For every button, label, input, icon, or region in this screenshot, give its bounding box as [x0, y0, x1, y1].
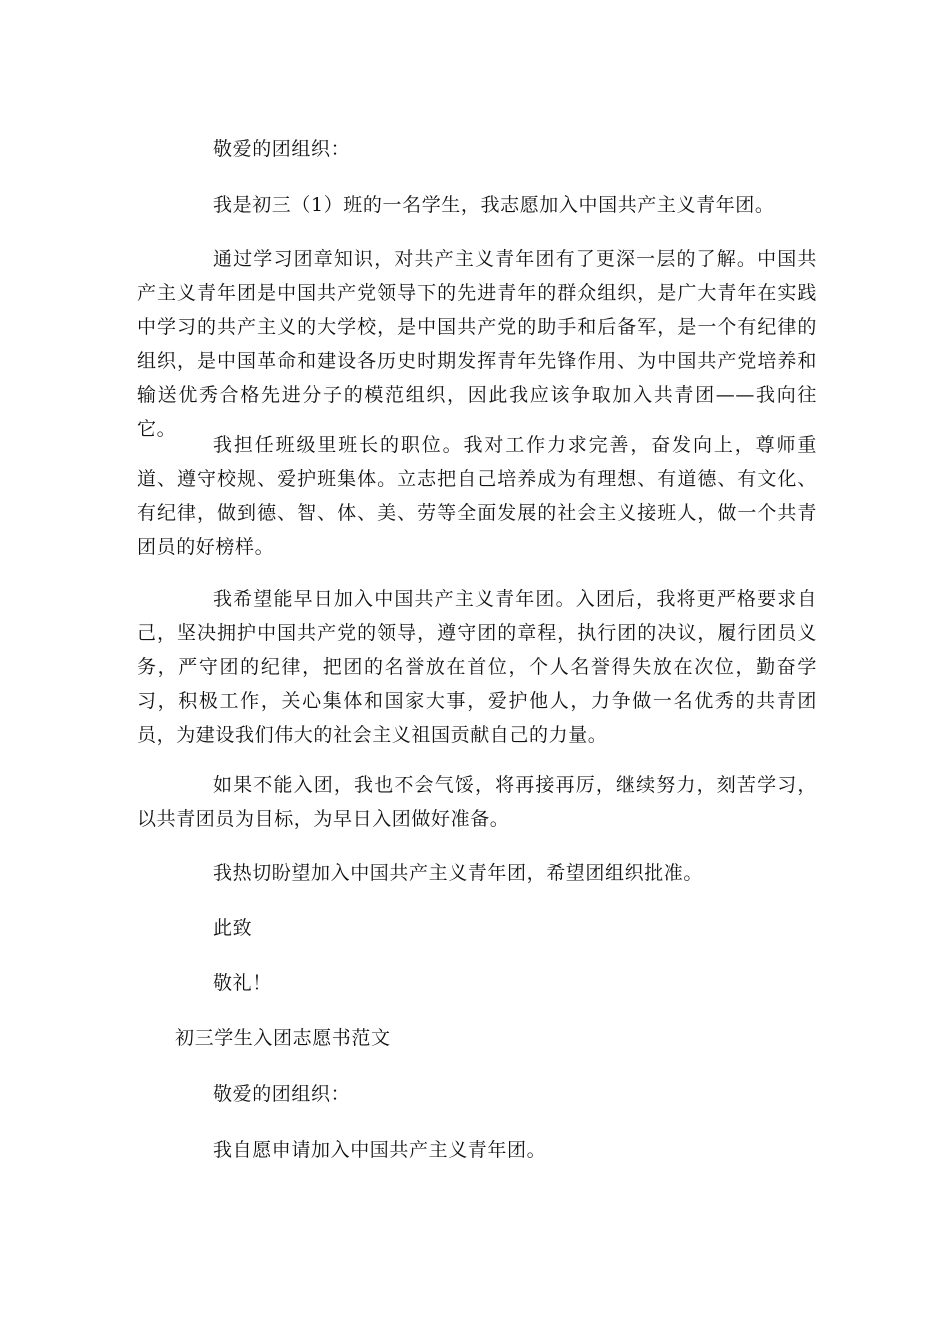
- letter1-paragraph-5: 如果不能入团，我也不会气馁，将再接再厉，继续努力，刻苦学习，以共青团员为目标，为早日入团做好准备。: [137, 774, 817, 830]
- letter1-paragraph-4: 我希望能早日加入中国共产主义青年团。入团后，我将更严格要求自己，坚决拥护中国共产党的领导，遵守团的章程，执行团的决议，履行团员义务，严守团的纪律，把团的名誉放在首位，个人名誉得失放在次位，勤奋学习，积极工作，关心集体和国家大事，爱护他人，力争做一名优秀的共青团员，为建设我们伟大的社会主义祖国贡献自己的力量。: [137, 588, 817, 746]
- letter2-paragraph-1: 我自愿申请加入中国共产主义青年团。: [213, 1139, 547, 1161]
- letter1-paragraph-2: 通过学习团章知识，对共产主义青年团有了更深一层的了解。中国共产主义青年团是中国共产党领导下的先进青年的群众组织，是广大青年在实践中学习的共产主义的大学校，是中国共产党的助手和后备军，是一个有纪律的组织，是中国革命和建设各历史时期发挥青年先锋作用、为中国共产党培养和输送优秀合格先进分子的模范组织，因此我应该争取加入共青团——我向往它。: [137, 248, 817, 440]
- letter1-salutation: 敬爱的团组织：: [213, 138, 351, 160]
- letter1-closing-1: 此致: [213, 917, 253, 939]
- letter1-paragraph-6: 我热切盼望加入中国共产主义青年团，希望团组织批准。: [213, 862, 704, 884]
- letter1-paragraph-3: 我担任班级里班长的职位。我对工作力求完善，奋发向上，尊师重道、遵守校规、爱护班集体。立志把自己培养成为有理想、有道德、有文化、有纪律，做到德、智、体、美、劳等全面发展的社会主义接班人，做一个共青团员的好榜样。: [137, 434, 817, 558]
- section-title: 初三学生入团志愿书范文: [175, 1027, 391, 1049]
- letter1-paragraph-1: 我是初三（1）班的一名学生，我志愿加入中国共产主义青年团。: [213, 194, 775, 216]
- letter2-salutation: 敬爱的团组织：: [213, 1083, 351, 1105]
- letter1-closing-2: 敬礼！: [213, 972, 272, 994]
